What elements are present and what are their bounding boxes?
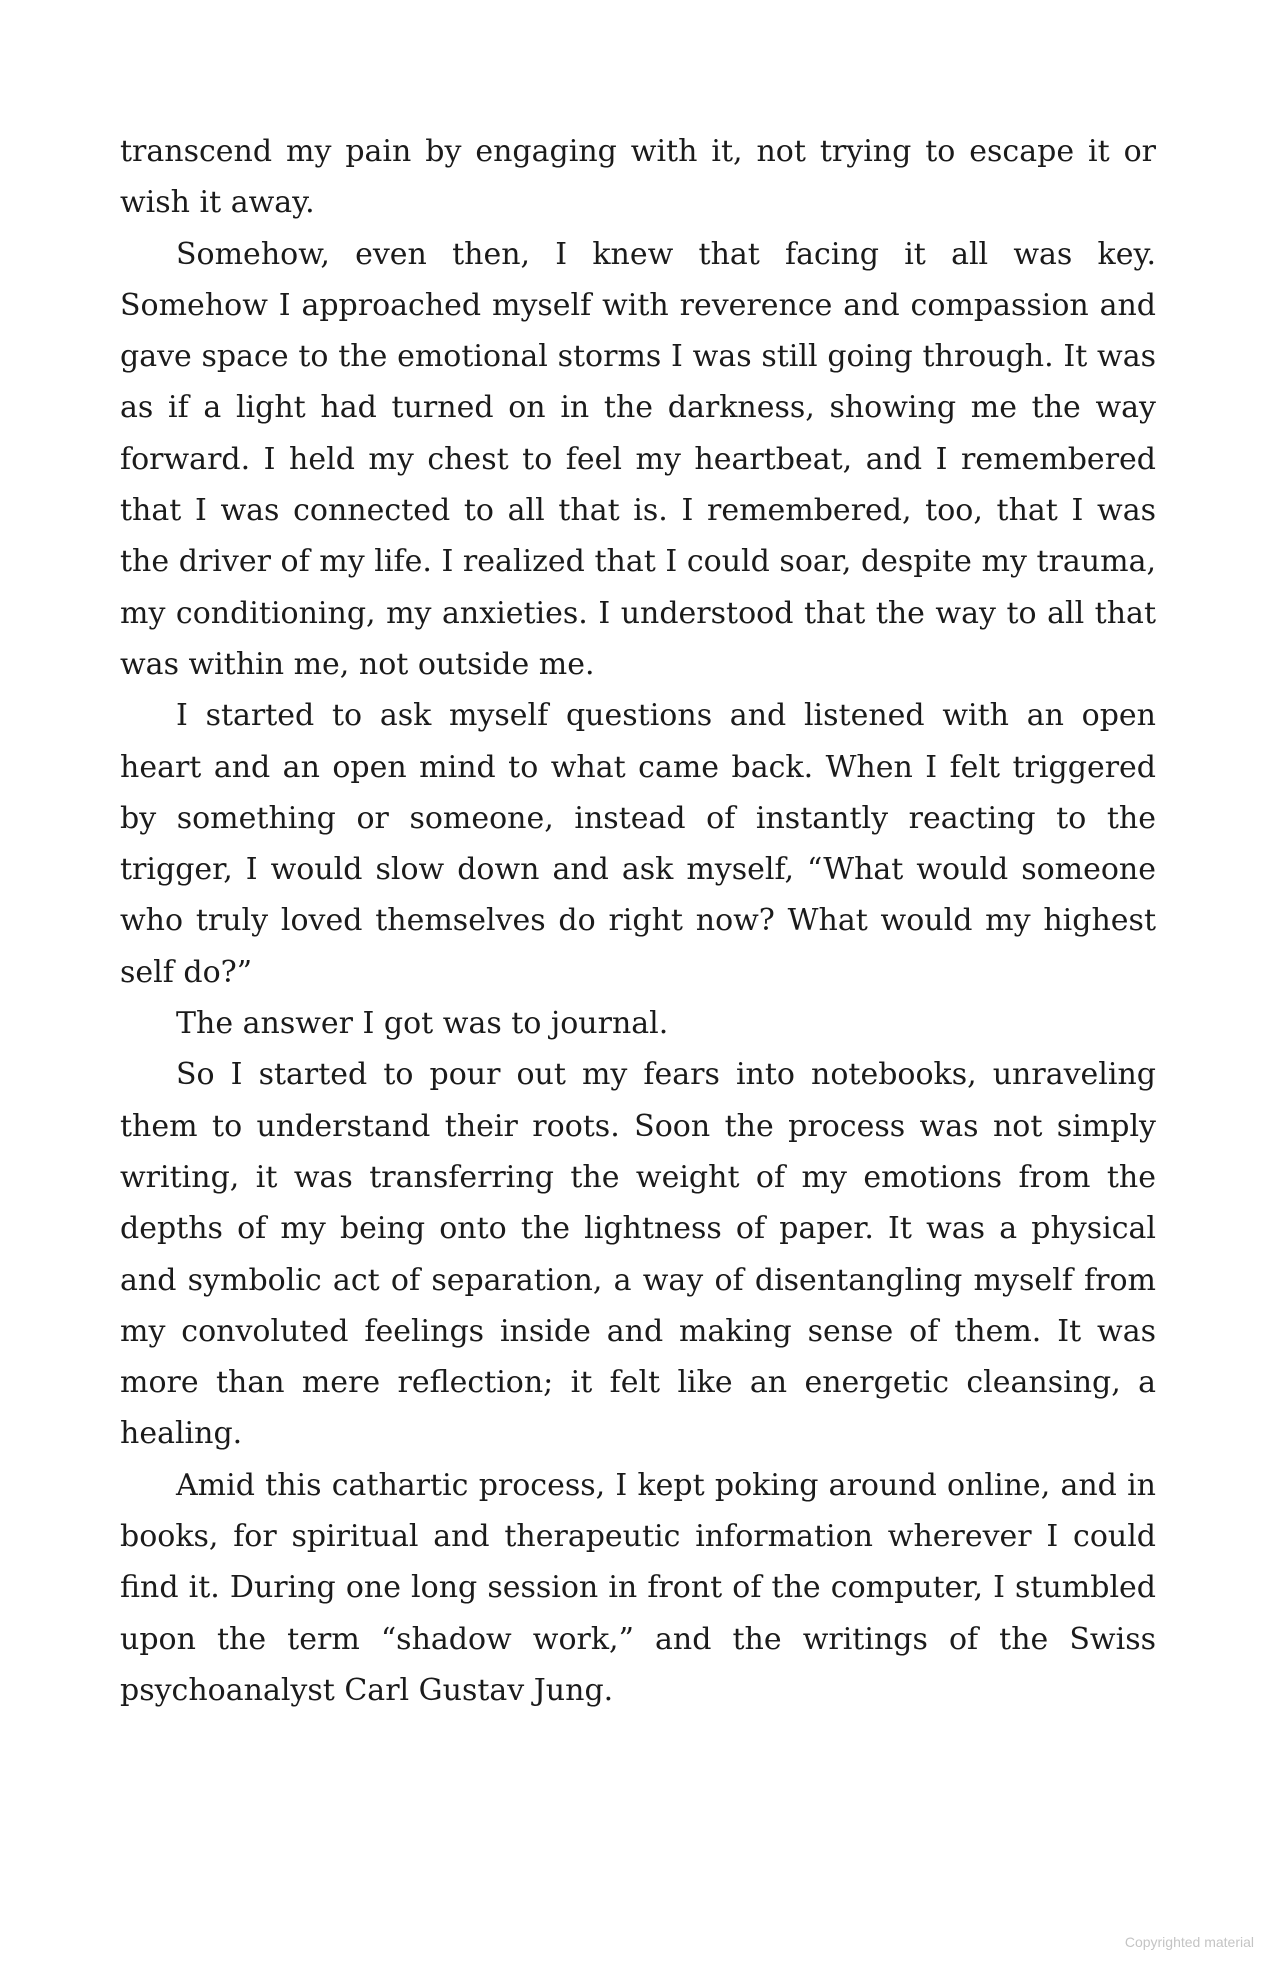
paragraph-shadow-work: Amid this cathartic process, I kept poking around online, and in books, for spiritual and therapeutic information wherever I could find it. During one long session in front of the computer, I stumbled upon the term “shadow work,” and the writings of the Swiss psychoanalyst Carl Gustav Jung. (120, 1467, 1156, 1708)
body-text (120, 126, 1156, 1716)
paragraph-questions: I started to ask myself questions and listened with an open heart and an open mind to what came back. When I felt triggered by something or someone, instead of instantly reacting to the trigger, I would slow down and ask myself, “What would someone who truly loved themselves do right now? What would my highest self do?” (120, 698, 1156, 990)
paragraph-facing-it: Somehow, even then, I knew that facing it all was key. Somehow I approached myself with reverence and compassion and gave space to the emotional storms I was still going through. It was as if a light had turned on in the darkness, showing me the way forward. I held my chest to feel my heartbeat, and I remembered that I was connected to all that is. I remembered, too, that I was the driver of my life. I realized that I could soar, despite my trauma, my conditioning, my anxieties. I understood that the way to all that was within me, not outside me. (120, 236, 1156, 682)
paragraph-journal-answer: The answer I got was to journal. (176, 1006, 669, 1042)
paragraph-continuation: transcend my pain by engaging with it, not trying to escape it or wish it away. (120, 134, 1156, 221)
copyright-watermark: Copyrighted material (1124, 1934, 1254, 1950)
paragraph-notebooks: So I started to pour out my fears into notebooks, unraveling them to understand their roots. Soon the process was not simply writing, it was transferring the weight of my emotions from the depths of my being onto the lightness of paper. It was a physical and symbolic act of separation, a way of disentangling myself from my convoluted feelings inside and making sense of them. It was more than mere reflection; it felt like an energetic cleansing, a healing. (120, 1057, 1156, 1452)
